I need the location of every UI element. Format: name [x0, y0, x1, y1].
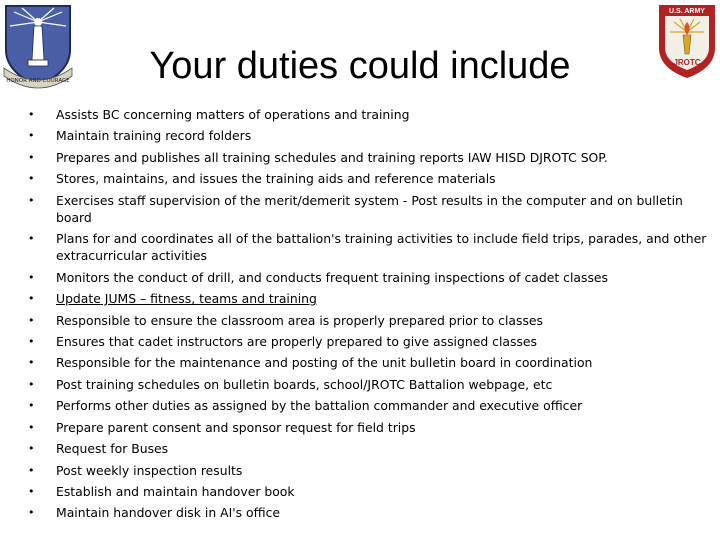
duty-text: Request for Buses [56, 441, 169, 457]
slide-title: Your duties could include [149, 45, 571, 87]
bullet-icon: • [28, 193, 35, 207]
duty-text: Performs other duties as assigned by the battalion commander and executive officer [56, 398, 583, 414]
duty-item [28, 333, 708, 350]
duty-text: Post training schedules on bulletin boards, school/JROTC Battalion webpage, etc [56, 376, 553, 392]
duty-text: Prepares and publishes all training schedules and training reports IAW HISD DJROTC SOP. [56, 149, 608, 165]
duty-text: Prepare parent consent and sponsor request for field trips [56, 419, 416, 435]
bullet-icon: • [28, 485, 35, 498]
duty-text: Maintain training record folders [56, 128, 252, 144]
bullet-icon: • [28, 172, 35, 186]
bullet-icon: • [28, 292, 35, 306]
duty-text: Ensures that cadet instructors are properly prepared to give assigned classes [56, 333, 537, 349]
bullet-icon: • [28, 399, 35, 413]
bullet-icon: • [28, 377, 35, 391]
svg-text:JROTC: JROTC [673, 58, 701, 67]
duty-text: Maintain handover disk in AI's office [56, 505, 281, 521]
bullet-icon: • [28, 232, 35, 246]
duty-item [28, 290, 708, 307]
duty-item [28, 230, 708, 264]
bullet-icon: • [28, 506, 35, 520]
bullet-icon: • [28, 356, 35, 370]
duties-list [28, 106, 708, 526]
bullet-icon: • [28, 334, 35, 348]
duty-item [28, 483, 708, 500]
duty-item [28, 106, 708, 123]
duty-text: Responsible to ensure the classroom area is properly prepared prior to classes [56, 312, 543, 328]
bullet-icon: • [28, 129, 35, 143]
duty-text: Plans for and coordinates all of the battalion's training activities to include field trips, parades, and other extracurricular activities [56, 231, 707, 264]
duty-item [28, 312, 708, 329]
duty-item [28, 504, 708, 521]
duty-text: Establish and maintain handover book [56, 484, 295, 499]
svg-text:HONOR AND COURAGE: HONOR AND COURAGE [6, 78, 70, 84]
bullet-icon: • [28, 108, 35, 121]
duty-item [28, 376, 708, 393]
bullet-icon: • [28, 150, 35, 164]
bullet-icon: • [28, 420, 35, 434]
duty-item [28, 269, 708, 286]
duty-text: Post weekly inspection results [56, 462, 243, 478]
duty-item [28, 170, 708, 187]
duty-item [28, 149, 708, 166]
bullet-icon: • [28, 270, 35, 284]
duty-text: Stores, maintains, and issues the training aids and reference materials [56, 171, 496, 187]
duty-item [28, 354, 708, 371]
duty-item [28, 192, 708, 226]
duty-item [28, 462, 708, 479]
duty-item [28, 127, 708, 144]
duty-item [28, 440, 708, 457]
duty-text: Monitors the conduct of drill, and conducts frequent training inspections of cadet classes [56, 269, 608, 285]
duty-item [28, 397, 708, 414]
duty-item [28, 419, 708, 436]
duty-text: Assists BC concerning matters of operations and training [56, 107, 410, 122]
bullet-icon: • [28, 313, 35, 327]
duty-text[interactable]: Update JUMS – fitness, teams and training [56, 291, 317, 307]
bullet-icon: • [28, 442, 35, 456]
svg-text:U.S. ARMY: U.S. ARMY [669, 8, 705, 15]
duty-text: Responsible for the maintenance and posting of the unit bulletin board in coordination [56, 355, 593, 371]
duty-text: Exercises staff supervision of the merit/demerit system - Post results in the computer and on bulletin board [56, 192, 683, 225]
bullet-icon: • [28, 463, 35, 477]
